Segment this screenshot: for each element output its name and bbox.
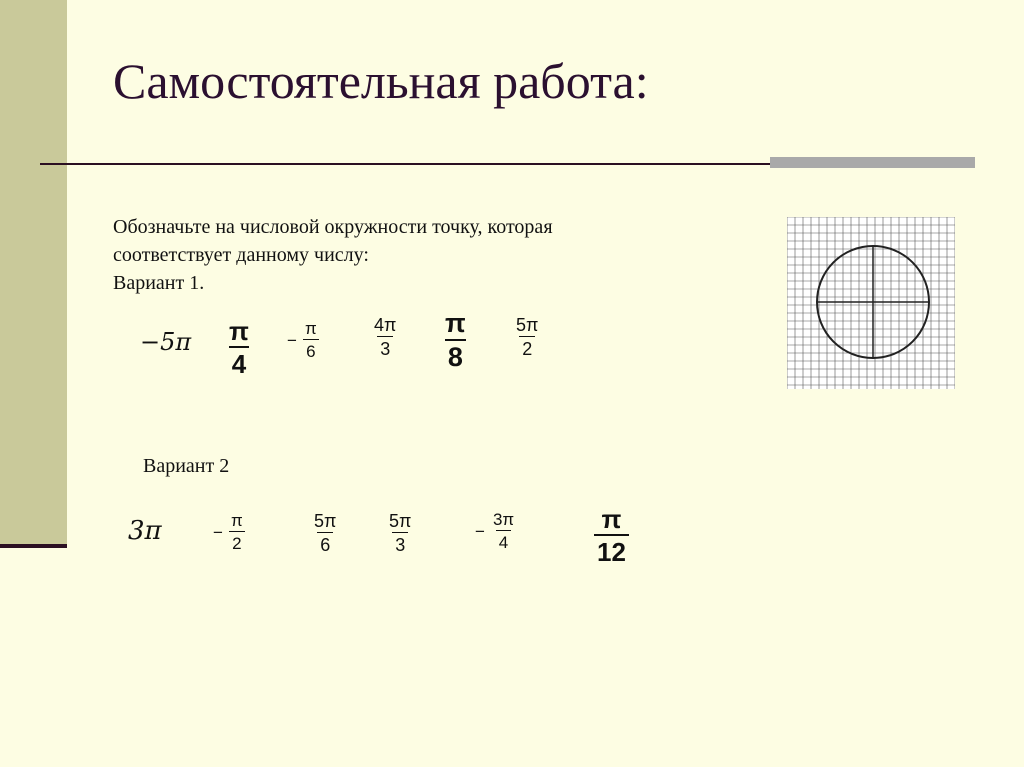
denominator: 6	[317, 532, 333, 554]
title-rule	[40, 163, 770, 165]
variant-2-label: Вариант 2	[143, 455, 230, 477]
v2-expression-1	[128, 518, 162, 544]
slide-title: Самостоятельная работа:	[113, 53, 649, 109]
unit-circle-on-grid-icon	[787, 217, 955, 394]
fraction	[490, 511, 517, 551]
v2-expression-6	[594, 506, 629, 565]
sidebar-edge-line	[0, 544, 67, 548]
v1-expression-4	[371, 316, 399, 358]
denominator: 4	[496, 530, 511, 551]
denominator: 4	[229, 346, 249, 377]
numerator: 5π	[389, 511, 412, 531]
fraction	[371, 316, 399, 358]
numerator: π	[304, 319, 317, 338]
v2-expression-5	[475, 511, 517, 551]
v1-expression-2	[226, 318, 252, 377]
v2-expression-3	[311, 512, 339, 554]
numerator: 3π	[492, 510, 515, 529]
denominator: 12	[594, 534, 629, 565]
denominator: 3	[377, 336, 393, 358]
denominator: 6	[303, 339, 318, 360]
numerator: π	[229, 316, 249, 346]
numerator: 5π	[516, 315, 539, 335]
minus-sign: −	[287, 330, 297, 350]
fraction	[442, 310, 469, 371]
sidebar-decoration	[0, 0, 67, 547]
expression-value: −5π	[140, 328, 192, 356]
numerator: 4π	[374, 315, 397, 335]
fraction	[228, 512, 246, 552]
v1-expression-5	[442, 310, 469, 371]
title-accent-bar	[770, 157, 975, 168]
fraction	[386, 512, 414, 554]
numerator: π	[445, 308, 466, 338]
variant-1-label: Вариант 1.	[113, 272, 205, 294]
fraction	[302, 320, 320, 360]
v1-expression-6	[513, 316, 541, 358]
v2-expression-4	[386, 512, 414, 554]
expression-value: 3π	[128, 516, 162, 546]
denominator: 2	[519, 336, 535, 358]
v2-expression-2	[213, 512, 246, 552]
instruction-text	[113, 213, 553, 297]
instruction-line-2: соответствует данному числу:	[113, 244, 369, 266]
instruction-line-1: Обозначьте на числовой окружности точку, которая	[113, 216, 553, 238]
minus-sign: −	[213, 522, 223, 542]
fraction	[594, 506, 629, 565]
unit-circle-figure	[787, 217, 955, 389]
numerator: π	[601, 504, 622, 534]
fraction	[513, 316, 541, 358]
numerator: 5π	[314, 511, 337, 531]
v1-expression-3	[287, 320, 320, 360]
v1-expression-1	[140, 330, 191, 354]
fraction	[226, 318, 252, 377]
numerator: π	[230, 511, 243, 530]
fraction	[311, 512, 339, 554]
denominator: 3	[392, 532, 408, 554]
denominator: 8	[445, 339, 466, 371]
minus-sign: −	[475, 521, 485, 541]
denominator: 2	[229, 531, 244, 552]
